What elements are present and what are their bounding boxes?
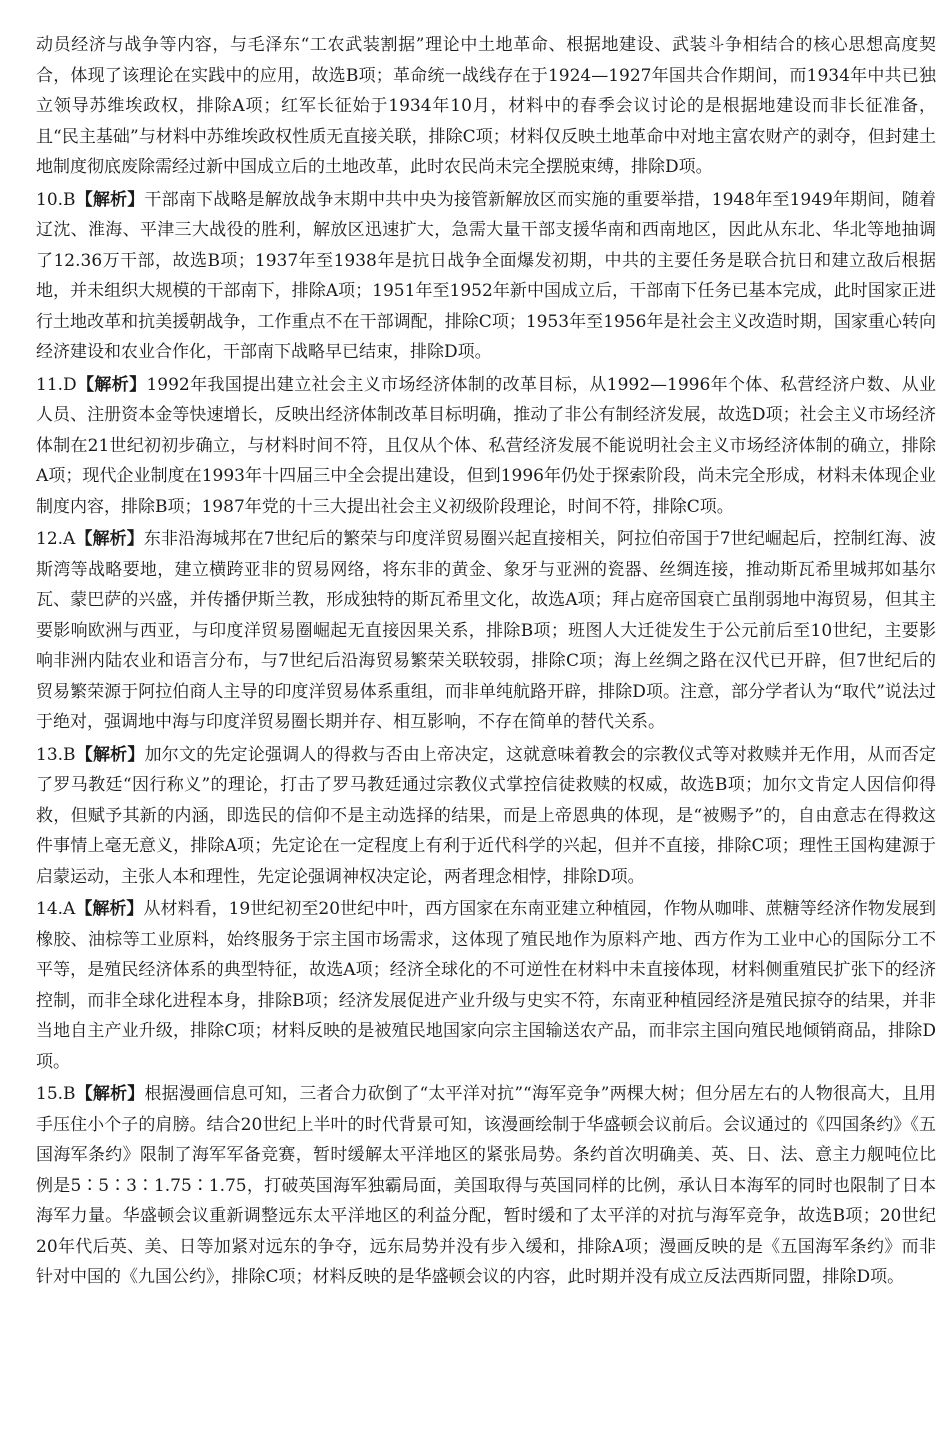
item-number: 13.B [36,744,76,765]
analysis-tag: 【解析】 [76,374,147,395]
item-number: 10.B [36,189,76,210]
item-number: 15.B [36,1084,76,1104]
analysis-tag: 【解析】 [75,529,144,549]
answer-item-11 [26,370,936,523]
item-text: 1992年我国提出建立社会主义市场经济体制的改革目标，从1992—1996年个体、私营经济户数、从业人员、注册资本金等快速增长，反映出经济体制改革目标明确，推动了非公有制经济发展，故选D项；社会主义市场经济体制在21世纪初初步确立，与材料时间不符，且仅从个体、私营经济发展不能说明社会主义市场经济体制的确立，排除A项；现代企业制度在1993年十四届三中全会提出建设，但到1996年仍处于探索阶段，尚未完全形成，材料未体现企业制度内容，排除B项；1987年党的十三大提出社会主义初级阶段理论，时间不符，排除C项。 [36,374,936,517]
item-number: 14.A [36,899,76,919]
item-text: 干部南下战略是解放战争末期中共中央为接管新解放区而实施的重要举措，1948年至1949年期间，随着辽沈、淮海、平津三大战役的胜利，解放区迅速扩大，急需大量干部支援华南和西南地区，因此从东北、华北等地抽调了12.36万干部，故选B项；1937年至1938年是抗日战争全面爆发初期，中共的主要任务是联合抗日和建立敌后根据地，并未组织大规模的干部南下，排除A项；1951年至1952年新中国成立后，干部南下任务已基本完成，此时国家正进行土地改革和抗美援朝战争，工作重点不在干部调配，排除C项；1953年至1956年是社会主义改造时期，国家重心转向经济建设和农业合作化，干部南下战略早已结束，排除D项。 [36,189,936,362]
item-number: 11.D [36,374,77,395]
answer-item-14 [26,894,936,1077]
answer-item-12 [26,524,936,738]
item-text: 东非沿海城邦在7世纪后的繁荣与印度洋贸易圈兴起直接相关，阿拉伯帝国于7世纪崛起后，控制红海、波斯湾等战略要地，建立横跨亚非的贸易网络，将东非的黄金、象牙与亚洲的瓷器、丝绸连接，推动斯瓦希里城邦如基尔瓦、蒙巴萨的兴盛，并传播伊斯兰教，形成独特的斯瓦希里文化，故选A项；拜占庭帝国衰亡虽削弱地中海贸易，但其主要影响欧洲与西亚，与印度洋贸易圈崛起无直接因果关系，排除B项；班图人大迁徙发生于公元前后至10世纪，主要影响非洲内陆农业和语言分布，与7世纪后沿海贸易繁荣关联较弱，排除C项；海上丝绸之路在汉代已开辟，但7世纪后的贸易繁荣源于阿拉伯商人主导的印度洋贸易体系重组，而非单纯航路开辟，排除D项。注意，部分学者认为“取代”说法过于绝对，强调地中海与印度洋贸易圈长期并存、相互影响，不存在简单的替代关系。 [36,529,936,732]
analysis-tag: 【解析】 [75,899,144,919]
answer-item-10 [26,185,936,368]
answer-item-15 [26,1079,936,1293]
intro-paragraph: 动员经济与战争等内容，与毛泽东“工农武装割据”理论中土地革命、根据地建设、武装斗争相结合的核心思想高度契合，体现了该理论在实践中的应用，故选B项；革命统一战线存在于1924—1927年国共合作期间，而1934年中共已独立领导苏维埃政权，排除A项；红军长征始于1934年10月，材料中的春季会议讨论的是根据地建设而非长征准备，且“民主基础”与材料中苏维埃政权性质无直接关联，排除C项；材料仅反映土地革命中对地主富农财产的剥夺，但封建土地制度彻底废除需经过新中国成立后的土地改革，此时农民尚未完全摆脱束缚，排除D项。 [36,35,936,177]
analysis-tag: 【解析】 [75,744,145,765]
item-number: 12.A [36,529,76,549]
item-text: 根据漫画信息可知，三者合力砍倒了“太平洋对抗”“海军竞争”两棵大树；但分居左右的人物很高大，且用手压住小个子的肩膀。结合20世纪上半叶的时代背景可知，该漫画绘制于华盛顿会议前后。会议通过的《四国条约》《五国海军条约》限制了海军军备竞赛，暂时缓解太平洋地区的紧张局势。条约首次明确美、英、日、法、意主力舰吨位比例是5∶5∶3∶1.75∶1.75，打破英国海军独霸局面，美国取得与英国同样的比例，承认日本海军的同时也限制了日本海军力量。华盛顿会议重新调整远东太平洋地区的利益分配，暂时缓和了太平洋的对抗与海军竞争，故选B项；20世纪20年代后英、美、日等加紧对远东的争夺，远东局势并没有步入缓和，排除A项；漫画反映的是《五国海军条约》而非针对中国的《九国公约》，排除C项；材料反映的是华盛顿会议的内容，此时期并没有成立反法西斯同盟，排除D项。 [36,1084,936,1287]
analysis-tag: 【解析】 [75,189,145,210]
item-text: 从材料看，19世纪初至20世纪中叶，西方国家在东南亚建立种植园，作物从咖啡、蔗糖等经济作物发展到橡胶、油棕等工业原料，始终服务于宗主国市场需求，这体现了殖民地作为原料产地、西方作为工业中心的国际分工不平等，是殖民经济体系的典型特征，故选A项；经济全球化的不可逆性在材料中未直接体现，材料侧重殖民扩张下的经济控制，而非全球化进程本身，排除B项；经济发展促进产业升级与史实不符，东南亚种植园经济是殖民掠夺的结果，并非当地自主产业升级，排除C项；材料反映的是被殖民地国家向宗主国输送农产品，而非宗主国向殖民地倾销商品，排除D项。 [36,899,937,1072]
answer-item-13 [26,740,936,893]
item-text: 加尔文的先定论强调人的得救与否由上帝决定，这就意味着教会的宗教仪式等对救赎并无作用，从而否定了罗马教廷“因行称义”的理论，打击了罗马教廷通过宗教仪式掌控信徒救赎的权威，故选B项；加尔文肯定人因信仰得救，但赋予其新的内涵，即选民的信仰不是主动选择的结果，而是上帝恩典的体现，是“被赐予”的，自由意志在得救这件事情上毫无意义，排除A项；先定论在一定程度上有利于近代科学的兴起，但并不直接，排除C项；理性王国构建源于启蒙运动，主张人本和理性，先定论强调神权决定论，两者理念相悖，排除D项。 [36,744,936,887]
analysis-tag: 【解析】 [75,1084,145,1104]
